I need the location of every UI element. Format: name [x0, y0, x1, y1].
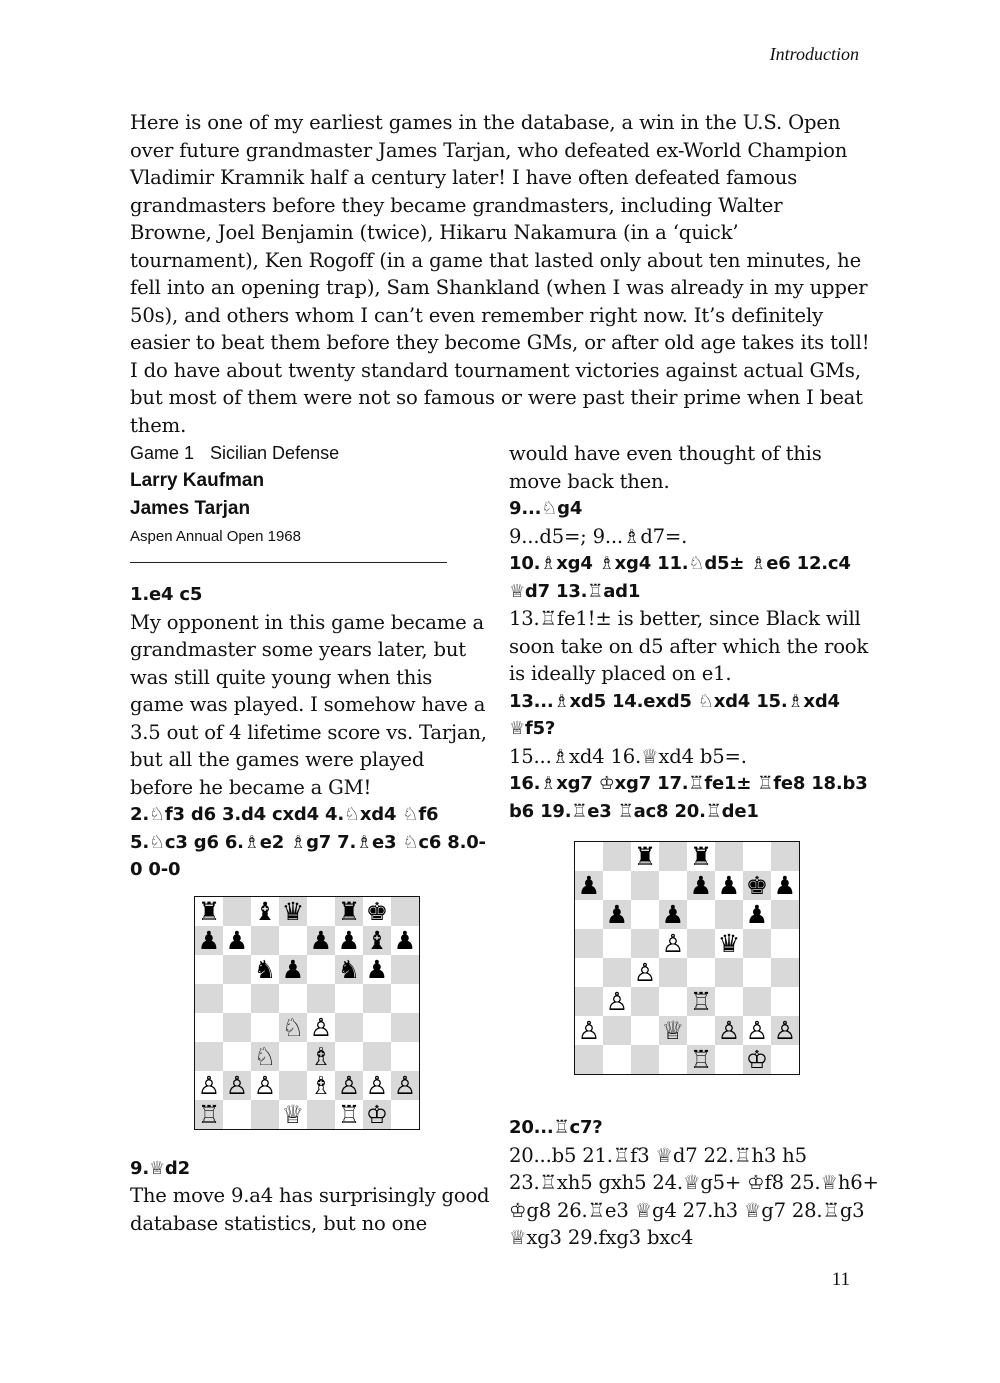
black-king-icon: ♚ — [743, 871, 771, 900]
board-square — [715, 958, 743, 987]
white-pawn-icon: ♙ — [197, 1071, 221, 1100]
black-bishop-icon: ♝ — [363, 926, 391, 955]
board-square — [659, 842, 687, 871]
white-rook-icon: ♖ — [195, 1100, 223, 1129]
game-header — [130, 440, 490, 552]
board-square — [307, 897, 335, 926]
board-square — [687, 900, 715, 929]
board-square — [223, 1100, 251, 1129]
black-pawn-icon: ♟ — [225, 926, 249, 955]
board-square — [251, 1100, 279, 1129]
board-square — [307, 955, 335, 984]
board-square — [631, 987, 659, 1016]
white-knight-icon: ♘ — [279, 1013, 307, 1042]
chess-diagram — [194, 896, 420, 1130]
black-pawn-icon: ♟ — [603, 900, 631, 929]
board-square — [743, 958, 771, 987]
board-square — [771, 842, 799, 871]
black-pawn-icon: ♟ — [393, 926, 417, 955]
board-square — [391, 1042, 419, 1071]
move-text: 2.♘f3 d6 3.d4 cxd4 4.♘xd4 ♘f6 5.♘c3 g6 6.♗e2 ♗g7 7.♗e3 ♘c6 8.0-0 0-0 — [130, 804, 486, 880]
white-pawn-icon: ♙ — [365, 1071, 389, 1100]
white-king-icon: ♔ — [743, 1045, 771, 1074]
board-square — [603, 1016, 631, 1045]
annotation-text: 9...d5=; 9...♗d7=. — [509, 524, 688, 548]
annotation-text: The move 9.a4 has surprisingly good database statistics, but no one — [130, 1184, 490, 1235]
white-knight-icon: ♘ — [251, 1042, 279, 1071]
white-pawn-icon: ♙ — [309, 1013, 333, 1042]
move-text: 1.e4 c5 — [130, 584, 203, 605]
event-name: Aspen Annual Open 1968 — [130, 528, 301, 545]
board-square — [743, 987, 771, 1016]
board-square — [603, 871, 631, 900]
board-square — [575, 1045, 603, 1074]
board-square — [335, 984, 363, 1013]
board-square — [743, 842, 771, 871]
board-square — [279, 984, 307, 1013]
move-text: 20...♖c7? — [509, 1117, 603, 1138]
board-square — [391, 1013, 419, 1042]
board-square — [771, 900, 799, 929]
board-square — [391, 1100, 419, 1129]
board-square — [223, 1042, 251, 1071]
board-square — [575, 929, 603, 958]
board-square — [195, 1042, 223, 1071]
white-pawn-icon: ♙ — [605, 987, 629, 1016]
board-square — [687, 929, 715, 958]
black-rook-icon: ♜ — [197, 897, 221, 926]
move-text: 9.♕d2 — [130, 1157, 190, 1179]
move-text: 9...♘g4 — [509, 498, 583, 519]
board-square — [575, 842, 603, 871]
move-text: 10.♗xg4 ♗xg4 11.♘d5± ♗e6 12.c4 ♕d7 13.♖ad1 — [509, 553, 851, 602]
board-square — [391, 984, 419, 1013]
board-square — [363, 984, 391, 1013]
white-player: Larry Kaufman — [130, 470, 265, 491]
white-pawn-icon: ♙ — [771, 1016, 799, 1045]
board-square — [715, 1045, 743, 1074]
running-title: Introduction — [769, 44, 859, 64]
board-square — [715, 900, 743, 929]
black-pawn-icon: ♟ — [687, 871, 715, 900]
board-square — [687, 958, 715, 987]
board-square — [631, 871, 659, 900]
board-square — [575, 958, 603, 987]
board-square — [223, 955, 251, 984]
board-square — [195, 955, 223, 984]
board-square — [575, 987, 603, 1016]
board-square — [223, 984, 251, 1013]
board-square — [251, 984, 279, 1013]
black-pawn-icon: ♟ — [575, 871, 603, 900]
black-pawn-icon: ♟ — [717, 871, 741, 900]
board-square — [659, 871, 687, 900]
black-pawn-icon: ♟ — [659, 900, 687, 929]
black-pawn-icon: ♟ — [307, 926, 335, 955]
board-square — [603, 929, 631, 958]
black-pawn-icon: ♟ — [745, 900, 769, 929]
black-knight-icon: ♞ — [335, 955, 363, 984]
black-rook-icon: ♜ — [689, 842, 713, 871]
board-square — [631, 1045, 659, 1074]
board-square — [603, 842, 631, 871]
white-pawn-icon: ♙ — [577, 1016, 601, 1045]
black-queen-icon: ♛ — [717, 929, 741, 958]
annotation-text: 13.♖fe1!± is better, since Black will soon take on d5 after which the rook is ideally placed on e1. — [509, 607, 869, 685]
opening-name: Sicilian Defense — [210, 443, 340, 463]
black-pawn-icon: ♟ — [773, 871, 797, 900]
board-square — [223, 897, 251, 926]
black-pawn-icon: ♟ — [337, 926, 361, 955]
header-divider — [130, 562, 447, 563]
game-label — [130, 440, 490, 467]
white-pawn-icon: ♙ — [391, 1071, 419, 1100]
board-square — [771, 929, 799, 958]
game-number: Game 1 — [130, 443, 195, 463]
white-bishop-icon: ♗ — [307, 1042, 335, 1071]
black-pawn-icon: ♟ — [279, 955, 307, 984]
white-pawn-icon: ♙ — [253, 1071, 277, 1100]
white-pawn-icon: ♙ — [335, 1071, 363, 1100]
white-pawn-icon: ♙ — [745, 1016, 769, 1045]
white-rook-icon: ♖ — [337, 1100, 361, 1129]
board-square — [631, 929, 659, 958]
black-rook-icon: ♜ — [633, 842, 657, 871]
board-square — [771, 958, 799, 987]
white-queen-icon: ♕ — [659, 1016, 687, 1045]
board-square — [687, 1016, 715, 1045]
black-rook-icon: ♜ — [335, 897, 363, 926]
white-pawn-icon: ♙ — [223, 1071, 251, 1100]
annotation-text: would have even thought of this move back then. — [509, 442, 822, 493]
black-knight-icon: ♞ — [253, 955, 277, 984]
chess-diagram — [574, 841, 800, 1075]
board-square — [251, 926, 279, 955]
board-square — [223, 1013, 251, 1042]
board-square — [363, 1013, 391, 1042]
intro-paragraph: Here is one of my earliest games in the database, a win in the U.S. Open over future grandmaster James Tarjan, who defeated ex-World Champion Vladimir Kramnik half a century later! I have often defeated famous grandmasters before they became grandmasters, including Walter Browne, Joel Benjamin (twice), Hikaru Nakamura (in a ‘quick’ tournament), Ken Rogoff (in a game that lasted only about ten minutes, he fell into an opening trap), Sam Shankland (when I was already in my upper 50s), and others whom I can’t even remember right now. It’s definitely easier to beat them before they become GMs, or after old age takes its toll! I do have about twenty standard tournament victories against actual GMs, but most of them were not so famous or were past their prime when I beat them. — [130, 111, 870, 437]
white-bishop-icon: ♗ — [309, 1071, 333, 1100]
board-square — [659, 958, 687, 987]
board-square — [715, 987, 743, 1016]
white-pawn-icon: ♙ — [661, 929, 685, 958]
board-square — [307, 984, 335, 1013]
board-square — [307, 1100, 335, 1129]
board-square — [363, 1042, 391, 1071]
white-pawn-icon: ♙ — [633, 958, 657, 987]
white-rook-icon: ♖ — [687, 1045, 715, 1074]
board-square — [631, 900, 659, 929]
move-text: 16.♗xg7 ♔xg7 17.♖fe1± ♖fe8 18.b3 b6 19.♖e3 ♖ac8 20.♖de1 — [509, 773, 868, 822]
annotation-text: My opponent in this game became a grandmaster some years later, but was still quite young when this game was played. I somehow have a 3.5 out of 4 lifetime score vs. Tarjan, but all the games were played before he became a GM! — [130, 610, 487, 799]
board-square — [279, 1042, 307, 1071]
board-square — [659, 1045, 687, 1074]
board-square — [391, 897, 419, 926]
black-king-icon: ♚ — [365, 897, 389, 926]
board-square — [659, 987, 687, 1016]
annotation-text: 15...♗xd4 16.♕xd4 b5=. — [509, 744, 747, 768]
board-square — [279, 926, 307, 955]
board-square — [251, 1013, 279, 1042]
white-pawn-icon: ♙ — [715, 1016, 743, 1045]
white-queen-icon: ♕ — [281, 1100, 305, 1129]
board-square — [603, 1045, 631, 1074]
black-pawn-icon: ♟ — [195, 926, 223, 955]
black-bishop-icon: ♝ — [253, 897, 277, 926]
board-square — [771, 987, 799, 1016]
white-rook-icon: ♖ — [687, 987, 715, 1016]
board-square — [603, 958, 631, 987]
board-square — [391, 955, 419, 984]
move-text: 13...♗xd5 14.exd5 ♘xd4 15.♗xd4 ♕f5? — [509, 690, 840, 739]
board-square — [575, 900, 603, 929]
annotation-text: 20...b5 21.♖f3 ♕d7 22.♖h3 h5 23.♖xh5 gxh5 24.♕g5+ ♔f8 25.♕h6+ ♔g8 26.♖e3 ♕g4 27.h3 ♕g7 28.♖g3 ♕xg3 29.fxg3 bxc4 — [509, 1143, 879, 1249]
black-pawn-icon: ♟ — [365, 955, 389, 984]
board-square — [631, 1016, 659, 1045]
board-square — [195, 1013, 223, 1042]
board-square — [715, 842, 743, 871]
board-square — [335, 1013, 363, 1042]
white-king-icon: ♔ — [363, 1100, 391, 1129]
black-queen-icon: ♛ — [279, 897, 307, 926]
board-square — [195, 984, 223, 1013]
board-square — [335, 1042, 363, 1071]
board-square — [279, 1071, 307, 1100]
board-square — [743, 929, 771, 958]
board-square — [771, 1045, 799, 1074]
black-player: James Tarjan — [130, 497, 251, 519]
page-number: 11 — [831, 1269, 850, 1290]
